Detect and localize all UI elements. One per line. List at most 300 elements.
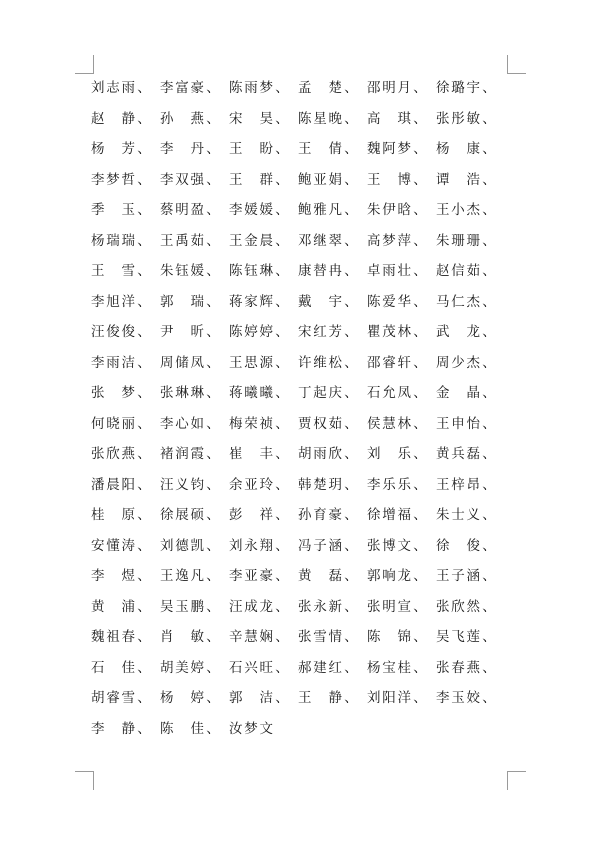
name-entry (367, 625, 436, 649)
separator-mark: 、 (206, 80, 220, 96)
separator-mark: 、 (206, 232, 220, 249)
person-name: 刘阳洋 (367, 690, 411, 706)
separator-mark: 、 (275, 354, 289, 371)
name-row (91, 717, 521, 748)
separator-mark: 、 (206, 324, 220, 340)
separator-mark: 、 (275, 171, 289, 188)
person-name: 周少杰 (436, 354, 480, 371)
name-entry (229, 473, 298, 497)
crop-mark-top-right (507, 55, 526, 74)
separator-mark: 、 (275, 568, 289, 584)
person-name: 周储凤 (160, 354, 204, 371)
name-entry (298, 351, 367, 375)
name-entry (436, 473, 505, 497)
separator-mark: 、 (275, 80, 289, 96)
name-row (91, 259, 521, 290)
separator-mark: 、 (137, 537, 151, 554)
separator-mark: 、 (206, 263, 220, 279)
name-entry (298, 76, 367, 100)
person-name: 邵明月 (367, 80, 411, 96)
person-name: 卓雨壮 (367, 263, 411, 279)
name-entry (160, 320, 229, 344)
separator-mark: 、 (413, 385, 427, 401)
separator-mark: 、 (137, 476, 151, 493)
person-name: 戴 宇 (298, 293, 342, 310)
name-entry (91, 686, 160, 710)
separator-mark: 、 (413, 354, 427, 371)
separator-mark: 、 (413, 629, 427, 645)
separator-mark: 、 (344, 293, 358, 310)
name-entry (229, 564, 298, 588)
name-row (91, 290, 521, 321)
person-name: 王禹茹 (160, 232, 204, 249)
separator-mark: 、 (482, 690, 496, 706)
person-name: 武 龙 (436, 324, 480, 340)
separator-mark: 、 (413, 598, 427, 615)
person-name: 高梦萍 (367, 232, 411, 249)
separator-mark: 、 (137, 110, 151, 127)
person-name: 朱珊珊 (436, 232, 480, 249)
name-entry (91, 107, 160, 131)
name-entry (367, 107, 436, 131)
person-name: 黄 浦 (91, 598, 135, 615)
person-name: 汝梦文 (229, 720, 273, 737)
person-name: 王思源 (229, 354, 273, 371)
separator-mark: 、 (413, 324, 427, 340)
person-name: 季 玉 (91, 202, 135, 218)
person-name: 陈钰琳 (229, 263, 273, 279)
name-entry (229, 198, 298, 222)
name-entry (367, 351, 436, 375)
name-entry (160, 595, 229, 619)
separator-mark: 、 (482, 507, 496, 523)
person-name: 徐增福 (367, 507, 411, 523)
separator-mark: 、 (275, 446, 289, 462)
name-row (91, 320, 521, 351)
separator-mark: 、 (275, 202, 289, 218)
name-entry (298, 381, 367, 405)
name-row (91, 686, 521, 717)
name-entry (229, 412, 298, 436)
person-name: 黄兵磊 (436, 446, 480, 462)
name-entry (436, 259, 505, 283)
person-name: 谭 浩 (436, 171, 480, 188)
separator-mark: 、 (482, 659, 496, 676)
separator-mark: 、 (275, 507, 289, 523)
separator-mark: 、 (344, 232, 358, 249)
person-name: 孙育豪 (298, 507, 342, 523)
name-entry (160, 717, 229, 741)
name-list (91, 76, 521, 747)
person-name: 陈婷婷 (229, 324, 273, 340)
person-name: 蔡明盈 (160, 202, 204, 218)
person-name: 郭 瑞 (160, 293, 204, 310)
person-name: 康替冉 (298, 263, 342, 279)
name-entry (160, 442, 229, 466)
person-name: 马仁杰 (436, 293, 480, 310)
separator-mark: 、 (206, 171, 220, 188)
name-entry (91, 198, 160, 222)
name-entry (91, 625, 160, 649)
name-entry (298, 412, 367, 436)
person-name: 徐璐宇 (436, 80, 480, 96)
separator-mark: 、 (482, 629, 496, 645)
separator-mark: 、 (206, 507, 220, 523)
person-name: 李玉姣 (436, 690, 480, 706)
name-row (91, 198, 521, 229)
crop-mark-top-left (75, 55, 94, 74)
separator-mark: 、 (275, 415, 289, 432)
name-entry (436, 686, 505, 710)
person-name: 肖 敏 (160, 629, 204, 645)
separator-mark: 、 (482, 598, 496, 615)
name-entry (436, 290, 505, 314)
person-name: 汪成龙 (229, 598, 273, 615)
name-entry (436, 137, 505, 161)
separator-mark: 、 (275, 659, 289, 676)
name-entry (229, 168, 298, 192)
separator-mark: 、 (482, 110, 496, 127)
name-entry (298, 625, 367, 649)
name-entry (367, 290, 436, 314)
name-entry (367, 412, 436, 436)
person-name: 王 盼 (229, 141, 273, 157)
separator-mark: 、 (275, 263, 289, 279)
person-name: 鲍亚娟 (298, 171, 342, 188)
separator-mark: 、 (137, 629, 151, 645)
name-row (91, 168, 521, 199)
person-name: 安懂涛 (91, 537, 135, 554)
person-name: 侯慧林 (367, 415, 411, 432)
person-name: 梅荣祯 (229, 415, 273, 432)
separator-mark: 、 (206, 293, 220, 310)
separator-mark: 、 (137, 232, 151, 249)
person-name: 金 晶 (436, 385, 480, 401)
person-name: 朱伊晗 (367, 202, 411, 218)
name-entry (229, 534, 298, 558)
separator-mark: 、 (482, 80, 496, 96)
separator-mark: 、 (482, 293, 496, 310)
separator-mark: 、 (137, 415, 151, 432)
separator-mark: 、 (413, 171, 427, 188)
name-entry (367, 656, 436, 680)
separator-mark: 、 (413, 110, 427, 127)
name-entry (160, 259, 229, 283)
name-entry (91, 320, 160, 344)
name-entry (436, 503, 505, 527)
separator-mark: 、 (206, 354, 220, 371)
separator-mark: 、 (413, 232, 427, 249)
separator-mark: 、 (206, 385, 220, 401)
person-name: 陈 佳 (160, 720, 204, 737)
separator-mark: 、 (344, 354, 358, 371)
name-entry (367, 168, 436, 192)
name-row (91, 229, 521, 260)
name-entry (229, 76, 298, 100)
person-name: 鲍雅凡 (298, 202, 342, 218)
separator-mark: 、 (206, 598, 220, 615)
separator-mark: 、 (206, 415, 220, 432)
name-entry (298, 198, 367, 222)
separator-mark: 、 (137, 141, 151, 157)
person-name: 杨 芳 (91, 141, 135, 157)
person-name: 杨 康 (436, 141, 480, 157)
name-entry (298, 137, 367, 161)
person-name: 宋 昊 (229, 110, 273, 127)
person-name: 张欣燕 (91, 446, 135, 462)
name-entry (160, 168, 229, 192)
name-entry (160, 625, 229, 649)
separator-mark: 、 (344, 202, 358, 218)
name-row (91, 442, 521, 473)
name-entry (367, 198, 436, 222)
person-name: 李梦哲 (91, 171, 135, 188)
name-row (91, 595, 521, 626)
separator-mark: 、 (344, 507, 358, 523)
separator-mark: 、 (206, 202, 220, 218)
name-entry (160, 503, 229, 527)
separator-mark: 、 (275, 476, 289, 493)
separator-mark: 、 (137, 80, 151, 96)
name-entry (367, 534, 436, 558)
person-name: 彭 祥 (229, 507, 273, 523)
name-entry (367, 76, 436, 100)
separator-mark: 、 (413, 293, 427, 310)
name-row (91, 76, 521, 107)
name-entry (436, 442, 505, 466)
separator-mark: 、 (275, 110, 289, 127)
name-entry (229, 686, 298, 710)
separator-mark: 、 (482, 263, 496, 279)
name-entry (298, 229, 367, 253)
separator-mark: 、 (413, 80, 427, 96)
separator-mark: 、 (137, 171, 151, 188)
name-entry (229, 259, 298, 283)
person-name: 蒋曦曦 (229, 385, 273, 401)
name-entry (298, 442, 367, 466)
separator-mark: 、 (137, 659, 151, 676)
person-name: 余亚玲 (229, 476, 273, 493)
separator-mark: 、 (482, 385, 496, 401)
person-name: 胡睿雪 (91, 690, 135, 706)
person-name: 桂 原 (91, 507, 135, 523)
person-name: 黄 磊 (298, 568, 342, 584)
name-entry (160, 76, 229, 100)
name-entry (436, 412, 505, 436)
person-name: 杨宝桂 (367, 659, 411, 676)
name-entry (298, 290, 367, 314)
separator-mark: 、 (482, 568, 496, 584)
person-name: 陈 锦 (367, 629, 411, 645)
separator-mark: 、 (206, 568, 220, 584)
person-name: 胡美婷 (160, 659, 204, 676)
separator-mark: 、 (206, 446, 220, 462)
person-name: 李亚豪 (229, 568, 273, 584)
separator-mark: 、 (482, 202, 496, 218)
separator-mark: 、 (413, 476, 427, 493)
person-name: 张春燕 (436, 659, 480, 676)
name-entry (91, 381, 160, 405)
person-name: 王梓昂 (436, 476, 480, 493)
separator-mark: 、 (482, 141, 496, 157)
name-entry (91, 442, 160, 466)
person-name: 徐展硕 (160, 507, 204, 523)
name-entry (367, 564, 436, 588)
name-entry (91, 229, 160, 253)
separator-mark: 、 (482, 537, 496, 554)
name-entry (91, 717, 160, 741)
name-entry (367, 442, 436, 466)
person-name: 李 静 (91, 720, 135, 737)
name-entry (298, 564, 367, 588)
name-entry (160, 229, 229, 253)
name-row (91, 412, 521, 443)
person-name: 杨瑞瑞 (91, 232, 135, 249)
separator-mark: 、 (344, 415, 358, 432)
separator-mark: 、 (137, 507, 151, 523)
name-entry (91, 564, 160, 588)
separator-mark: 、 (206, 690, 220, 706)
name-entry (91, 595, 160, 619)
person-name: 陈爱华 (367, 293, 411, 310)
separator-mark: 、 (344, 263, 358, 279)
person-name: 魏祖春 (91, 629, 135, 645)
separator-mark: 、 (137, 385, 151, 401)
person-name: 潘晨阳 (91, 476, 135, 493)
name-entry (367, 229, 436, 253)
person-name: 李媛媛 (229, 202, 273, 218)
separator-mark: 、 (413, 202, 427, 218)
separator-mark: 、 (275, 385, 289, 401)
name-entry (160, 107, 229, 131)
name-entry (436, 168, 505, 192)
name-entry (436, 351, 505, 375)
name-entry (367, 503, 436, 527)
name-entry (436, 320, 505, 344)
person-name: 魏阿梦 (367, 141, 411, 157)
person-name: 李双强 (160, 171, 204, 188)
person-name: 赵信茹 (436, 263, 480, 279)
name-entry (91, 76, 160, 100)
separator-mark: 、 (137, 568, 151, 584)
separator-mark: 、 (137, 446, 151, 462)
separator-mark: 、 (275, 232, 289, 249)
separator-mark: 、 (413, 446, 427, 462)
separator-mark: 、 (344, 659, 358, 676)
separator-mark: 、 (344, 568, 358, 584)
person-name: 邵睿轩 (367, 354, 411, 371)
person-name: 张 梦 (91, 385, 135, 401)
name-entry (367, 320, 436, 344)
name-entry (229, 137, 298, 161)
name-entry (229, 229, 298, 253)
person-name: 王金晨 (229, 232, 273, 249)
name-entry (436, 656, 505, 680)
name-row (91, 534, 521, 565)
name-entry (160, 534, 229, 558)
person-name: 徐 俊 (436, 537, 480, 554)
separator-mark: 、 (413, 141, 427, 157)
name-entry (160, 137, 229, 161)
name-entry (298, 595, 367, 619)
name-entry (436, 381, 505, 405)
separator-mark: 、 (413, 507, 427, 523)
person-name: 邓继翠 (298, 232, 342, 249)
person-name: 陈雨梦 (229, 80, 273, 96)
person-name: 刘德凯 (160, 537, 204, 554)
separator-mark: 、 (344, 537, 358, 554)
separator-mark: 、 (275, 598, 289, 615)
name-entry (367, 137, 436, 161)
separator-mark: 、 (275, 629, 289, 645)
person-name: 何晓丽 (91, 415, 135, 432)
person-name: 李富豪 (160, 80, 204, 96)
separator-mark: 、 (482, 354, 496, 371)
separator-mark: 、 (275, 141, 289, 157)
name-row (91, 656, 521, 687)
separator-mark: 、 (482, 415, 496, 432)
separator-mark: 、 (275, 537, 289, 554)
name-entry (298, 320, 367, 344)
name-entry (91, 168, 160, 192)
person-name: 张明宣 (367, 598, 411, 615)
name-entry (160, 198, 229, 222)
name-entry (367, 381, 436, 405)
person-name: 朱钰媛 (160, 263, 204, 279)
person-name: 贾权茹 (298, 415, 342, 432)
separator-mark: 、 (206, 720, 220, 737)
person-name: 李乐乐 (367, 476, 411, 493)
person-name: 王 倩 (298, 141, 342, 157)
name-row (91, 503, 521, 534)
person-name: 李心如 (160, 415, 204, 432)
name-entry (160, 412, 229, 436)
person-name: 汪俊俊 (91, 324, 135, 340)
person-name: 孙 燕 (160, 110, 204, 127)
separator-mark: 、 (137, 354, 151, 371)
person-name: 王申怡 (436, 415, 480, 432)
separator-mark: 、 (344, 171, 358, 188)
separator-mark: 、 (137, 324, 151, 340)
separator-mark: 、 (206, 629, 220, 645)
person-name: 陈星晚 (298, 110, 342, 127)
separator-mark: 、 (275, 293, 289, 310)
person-name: 刘 乐 (367, 446, 411, 462)
separator-mark: 、 (413, 537, 427, 554)
name-entry (298, 686, 367, 710)
person-name: 张永新 (298, 598, 342, 615)
person-name: 高 琪 (367, 110, 411, 127)
name-entry (229, 656, 298, 680)
separator-mark: 、 (137, 263, 151, 279)
name-entry (160, 381, 229, 405)
name-entry (91, 473, 160, 497)
person-name: 吴玉鹏 (160, 598, 204, 615)
separator-mark: 、 (206, 110, 220, 127)
name-entry (436, 625, 505, 649)
name-entry (160, 656, 229, 680)
name-row (91, 473, 521, 504)
person-name: 王小杰 (436, 202, 480, 218)
separator-mark: 、 (344, 80, 358, 96)
name-entry (436, 595, 505, 619)
name-entry (229, 381, 298, 405)
separator-mark: 、 (206, 659, 220, 676)
person-name: 韩楚玥 (298, 476, 342, 493)
person-name: 郝建红 (298, 659, 342, 676)
person-name: 刘志雨 (91, 80, 135, 96)
separator-mark: 、 (413, 263, 427, 279)
